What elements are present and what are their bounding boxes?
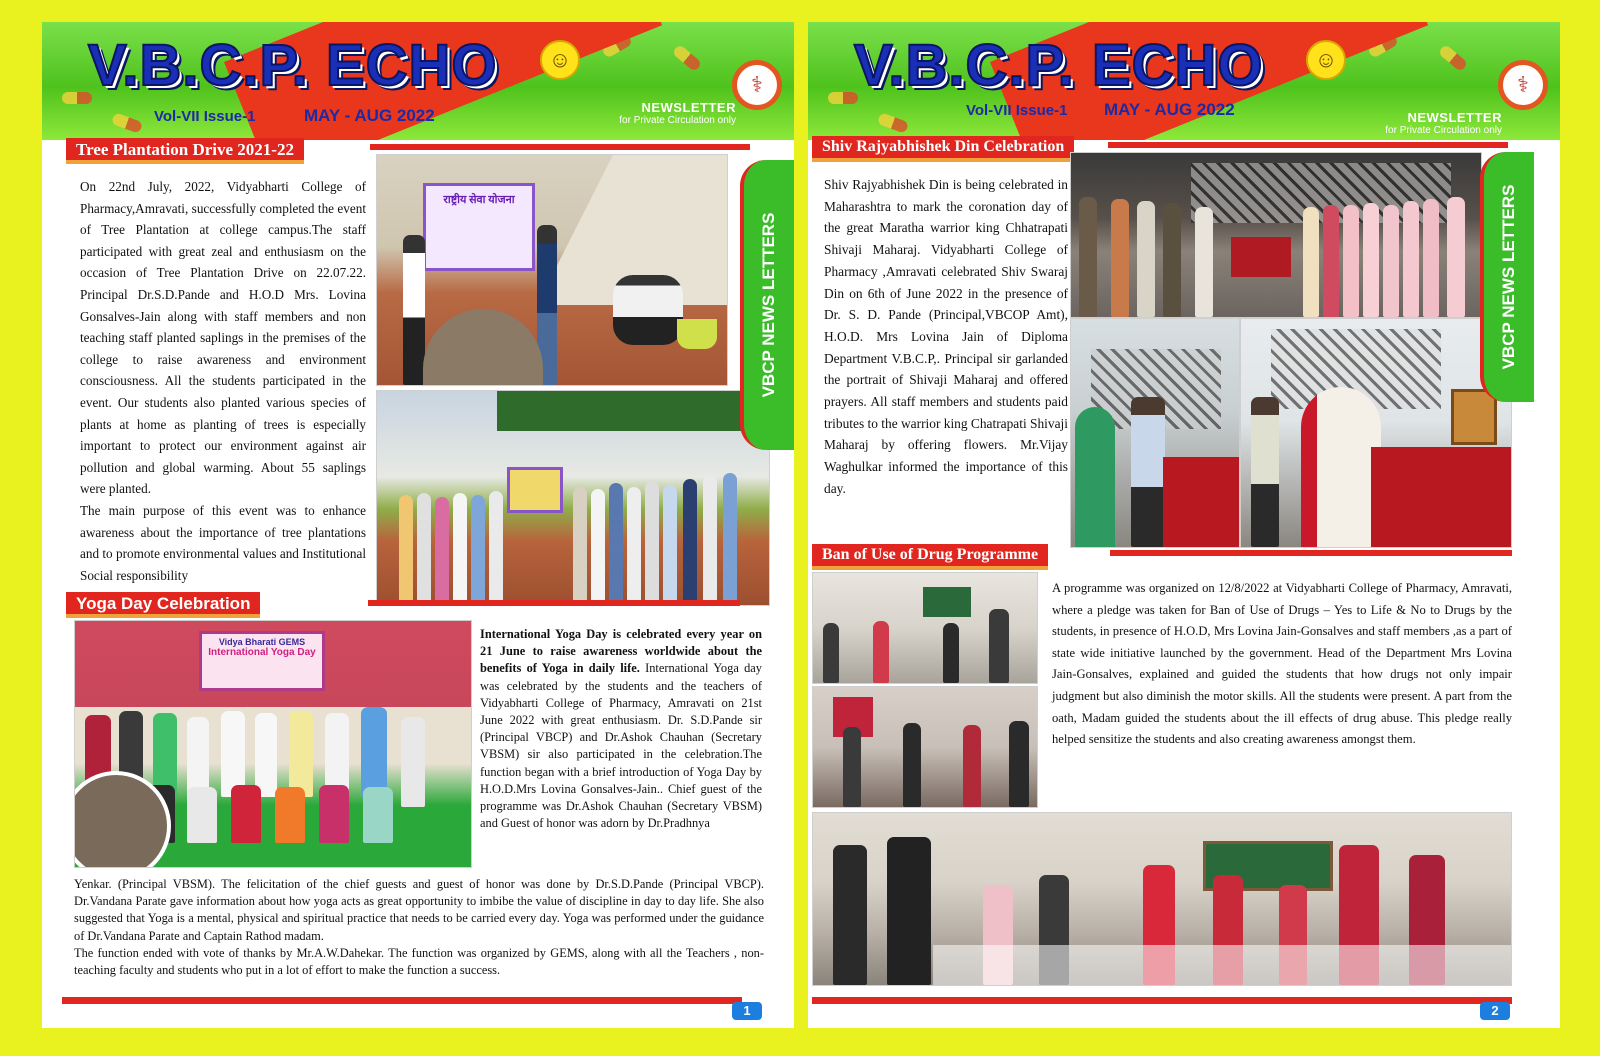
person-figure [401, 717, 425, 807]
person-figure [1163, 203, 1181, 317]
shiv-photo-3 [1240, 318, 1512, 548]
issue-date: MAY - AUG 2022 [1104, 100, 1235, 119]
yoga-lead: International Yoga Day is celebrated every year on 21 June to raise awareness worldwide about the benefits of Yoga in daily life. [480, 627, 762, 676]
section-rule [370, 144, 750, 150]
person-figure [1383, 205, 1399, 317]
college-logo-icon: ⚕ [732, 60, 782, 110]
drug-article [1052, 578, 1512, 751]
side-tab [740, 160, 794, 450]
side-tab-label: VBCP NEWS LETTERS [1499, 184, 1518, 370]
issue-label: Vol-VII Issue-1 [154, 108, 256, 125]
person-figure [843, 727, 861, 807]
circulation-note: for Private Circulation only [1385, 125, 1502, 136]
section-rule [1108, 142, 1508, 148]
shiv-photo-1 [1070, 152, 1482, 318]
tree-photo-2 [376, 390, 770, 606]
yoga-side-text: International Yoga day was celebrated by the students and the teachers of Vidyabharti College of Pharmacy, Amravati on 21st June 2022 with great enthusiasm. Dr. S.D.Pande sir (Principal VBCP) and Dr.Ashok Chauhan (Secretary VBSM) sir also participated in the celebration.The function began with a brief introduction of Yoga Day by H.O.D.Mrs Lovina Gonsalves-Jain.. Chief guest of the programme was Dr.Ashok Chauhan (Secretary VBSM) and Guest of honor was adorn by Dr.Pradhnya [480, 661, 762, 831]
person-figure [943, 623, 959, 683]
person-figure [275, 787, 305, 843]
person-figure [187, 787, 217, 843]
person-figure [363, 787, 393, 843]
person-figure [703, 475, 717, 605]
person-figure [399, 495, 413, 605]
desks-shape [933, 945, 1512, 985]
table-shape [1163, 457, 1240, 547]
person-figure [435, 497, 449, 605]
newsletter-page-1 [42, 22, 794, 1028]
person-figure [1009, 721, 1029, 807]
footer-rule [62, 997, 742, 1004]
newsletter-label [1385, 110, 1502, 136]
person-figure [417, 493, 431, 605]
nss-banner: राष्ट्रीय सेवा योजना [423, 183, 535, 271]
person-figure [573, 487, 587, 605]
tree-paragraph-1: On 22nd July, 2022, Vidyabharti College of Pharmacy,Amravati, successfully completed the event of Tree Plantation at college campus.The staff participated with great zeal and enthusiasm on the occasion of Tree Plantation Drive on 22.07.22. Principal Dr.S.D.Pande and H.O.D Mrs. Lovina Gonsalves-Jain along with staff members and non teaching staff planted saplings in the premises of the college to raise awareness and environment consciousness. All the students participated in the event. Our students also planted various species of plants at home as planting of trees is especially important to protect our environment against air pollution and global warming. About 55 saplings were planted. [80, 179, 366, 497]
nss-banner-small [507, 467, 563, 513]
person-figure [823, 623, 839, 683]
shiv-article [824, 174, 1068, 500]
person-figure [1301, 387, 1381, 547]
yoga-paragraph-2: The function ended with vote of thanks by Mr.A.W.Dahekar. The function was organized by GEMS, along with all the Teachers , non-teaching faculty and students who put in a lot of effort to make the function a success. [74, 945, 764, 978]
inset-portrait [423, 309, 543, 385]
yoga-banner-line-2: International Yoga Day [208, 647, 316, 658]
circulation-note: for Private Circulation only [619, 115, 736, 126]
side-tab-label: VBCP NEWS LETTERS [759, 212, 778, 398]
trees-shape [497, 391, 770, 431]
capsule-icon [1438, 44, 1469, 72]
shiv-paragraph: Shiv Rajyabhishek Din is being celebrated in Maharashtra to mark the coronation day of the great Maratha warrior king Chhatrapati Shivaji Maharaj. Vidyabharti College of Pharmacy ,Amravati celebrated Shiv Swaraj Din on 6th of June 2022 in the presence of Dr. S. D. Pande (Principal,VBCOP Amt), H.O.D. Mrs Lovina Jain of Diploma Department V.B.C.P,. Principal sir garlanded the portrait of Shivaji Maharaj and offered prayers. All staff members and students paid tributes to the warrior king Chatrapati Shivaji Maharaj by offering flowers. Mr.Vijay Waghulkar informed the importance of this day. [824, 177, 1068, 496]
person-figure [833, 845, 867, 985]
person-figure [1137, 201, 1155, 317]
tree-paragraph-2: The main purpose of this event was to enhance awareness about the importance of tree plantations and to promote environmental values and Institutional Social responsibility [80, 502, 366, 583]
footer-rule [812, 997, 1512, 1004]
person-figure [1343, 205, 1359, 317]
drug-photo-1 [812, 572, 1038, 684]
yoga-paragraph-1: Yenkar. (Principal VBSM). The felicitation of the chief guests and guest of honor was done by Dr.S.D.Pande (Principal VBCP). Dr.Vandana Parate gave information about how yoga acts as great opportunity to imbibe the value of discipline in day to day life. She also suggested that Yoga is a mental, physical and spiritual practice that needs to be carried every day. Yoga was performed under the guidance of Dr.Vandana Parate and Captain Rathod madam. [74, 877, 764, 943]
person-figure [873, 621, 889, 683]
page-number: 1 [732, 1002, 762, 1020]
person-figure [887, 837, 931, 985]
person-figure [963, 725, 981, 807]
chalkboard-shape [923, 587, 971, 617]
masthead [808, 22, 1560, 140]
shiv-photo-2 [1070, 318, 1240, 548]
shiv-section-title: Shiv Rajyabhishek Din Celebration [812, 136, 1074, 162]
tree-article [80, 176, 366, 586]
person-figure [1323, 205, 1339, 317]
yoga-banner [199, 631, 325, 691]
person-figure [723, 473, 737, 605]
issue-date: MAY - AUG 2022 [304, 106, 435, 125]
person-figure [187, 717, 209, 797]
capsule-icon [672, 44, 703, 72]
person-figure [1131, 397, 1165, 547]
person-figure [903, 723, 921, 807]
person-figure [471, 495, 485, 605]
newsletter-word: NEWSLETTER [641, 100, 736, 115]
capsule-icon [111, 112, 143, 134]
smiley-icon: ☺ [540, 40, 580, 80]
side-tab [1480, 152, 1534, 402]
yoga-photo [74, 620, 472, 868]
table-shape [1371, 447, 1512, 547]
college-logo-icon: ⚕ [1498, 60, 1548, 110]
section-rule [368, 600, 740, 606]
person-figure [1251, 397, 1279, 547]
newsletter-page-2 [808, 22, 1560, 1028]
newsletter-label [619, 100, 736, 126]
table-shape [1231, 237, 1291, 277]
drug-paragraph: A programme was organized on 12/8/2022 at Vidyabharti College of Pharmacy, Amravati, where a pledge was taken for Ban of Use of Drugs – Yes to Life & No to Drugs by the students, in presence of H.O.D, Mrs Lovina Jain-Gonsalves and staff members ,as a part of state wide initiative launched by the government. Head of the Department Mrs Lovina Jain-Gonsalves, explained and guided the students that how drugs not only impair judgment but also diminish the motor skills. All the students were present. A part from the oath, Madam guided the students about the ill effects of drug abuse. This pledge really helped sensitize the students and also creating awareness amongst them. [1052, 581, 1512, 747]
drug-photo-2 [812, 686, 1038, 808]
person-figure [1363, 203, 1379, 317]
drug-photo-3 [812, 812, 1512, 986]
person-figure [255, 713, 277, 797]
portrait-frame [1451, 389, 1497, 445]
smiley-icon: ☺ [1306, 40, 1346, 80]
person-figure [1195, 207, 1213, 317]
person-figure [231, 785, 261, 843]
person-figure [627, 487, 641, 605]
person-figure [319, 785, 349, 843]
issue-label: Vol-VII Issue-1 [966, 102, 1068, 119]
yoga-banner-line-1: Vidya Bharati GEMS [218, 637, 306, 647]
person-figure [361, 707, 387, 797]
person-figure [489, 491, 503, 605]
person-figure [289, 711, 313, 797]
section-rule [1110, 550, 1512, 556]
masthead-title: V.B.C.P. ECHO [854, 33, 1264, 98]
person-figure [645, 481, 659, 605]
masthead-title: V.B.C.P. ECHO [88, 33, 498, 98]
masthead [42, 22, 794, 140]
yoga-section-title: Yoga Day Celebration [66, 592, 260, 618]
person-figure [1111, 199, 1129, 317]
person-figure [989, 609, 1009, 683]
newsletter-word: NEWSLETTER [1407, 110, 1502, 125]
person-figure [1079, 197, 1097, 317]
person-figure [683, 479, 697, 605]
person-figure [591, 489, 605, 605]
yoga-full-article [74, 876, 764, 979]
person-figure [1447, 197, 1465, 317]
drug-section-title: Ban of Use of Drug Programme [812, 544, 1048, 570]
page-number: 2 [1480, 1002, 1510, 1020]
tree-photo-1 [376, 154, 728, 386]
capsule-icon [877, 112, 909, 134]
person-figure [663, 485, 677, 605]
bucket-shape [677, 319, 717, 349]
person-figure [1403, 201, 1419, 317]
person-figure [1075, 407, 1115, 547]
person-figure [1303, 207, 1319, 317]
yoga-side-article [480, 626, 762, 832]
person-figure [1423, 199, 1439, 317]
person-figure [609, 483, 623, 605]
tree-section-title: Tree Plantation Drive 2021-22 [66, 138, 304, 164]
person-figure [613, 275, 683, 345]
person-figure [453, 493, 467, 605]
person-figure [403, 235, 425, 385]
